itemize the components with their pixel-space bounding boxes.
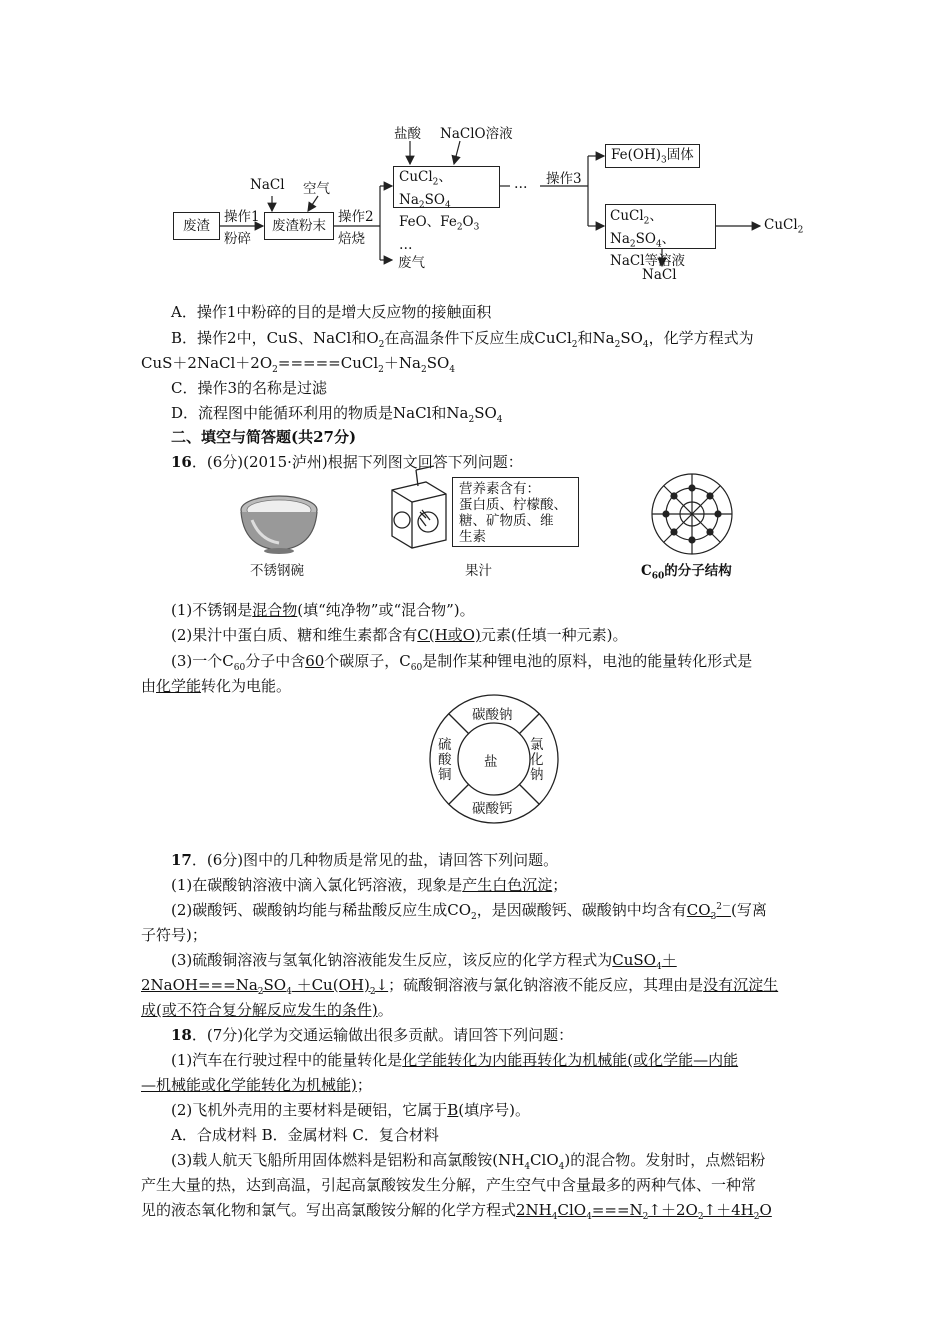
answer: 成(或不符合复分解反应发生的条件) (141, 1001, 378, 1019)
answer: 没有沉淀生 (703, 976, 779, 994)
c60-image (652, 474, 732, 554)
option-b-line-1: B．操作2中，CuS、NaCl和$O_2$在高温条件下反应生成CuCl$_2$和$Na_2SO_4$，化学方程式为 (171, 329, 754, 350)
q17-heading: 17．(6分)图中的几种物质是常见的盐，请回答下列问题。 (171, 851, 559, 869)
op2-label: 操作2 (338, 209, 374, 225)
powder-box: 废渣粉末 (264, 212, 334, 240)
q16-heading: 16．(6分)(2015·泸州)根据下列图文回答下列问题： (171, 453, 523, 471)
waste-gas-label: 废气 (398, 255, 425, 271)
nutrition-box (452, 477, 579, 547)
q18-part-1-cont: —机械能或化学能转化为机械能)； (141, 1076, 372, 1094)
hcl-label: 盐酸 (394, 126, 421, 142)
q17-part-2: (2)碳酸钙、碳酸钠均能与稀盐酸反应生成$CO_2$，是因碳酸钙、碳酸钠中均含有$CO_3^{2-}$(写离 (171, 901, 767, 922)
q17-part-3: (3)硫酸铜溶液与氢氧化钠溶液能发生反应，该反应的化学方程式为CuSO$_4$＋ (171, 951, 677, 972)
option-d: D．流程图中能循环利用的物质是NaCl和$Na_2SO_4$ (171, 404, 503, 425)
nutrition-line: 营养素含有： (459, 481, 540, 497)
q18-part-3-line-2: 产生大量的热，达到高温，引起高氯酸铵发生分解，产生空气中含量最多的两种气体、一种常 (141, 1176, 757, 1194)
answer: CuSO$_4$＋ (612, 951, 677, 972)
air-input-label: 空气 (303, 181, 330, 197)
nacl-input-label: NaCl (250, 177, 285, 193)
op1-label: 操作1 (224, 209, 260, 225)
wheel-left: 硫酸铜 (438, 737, 452, 783)
fe-solid-box: $Fe(OH)_3$固体 (605, 144, 700, 168)
nacl-output-label: NaCl (642, 267, 677, 283)
ellipsis-label: … (514, 176, 528, 192)
nutrition-line: 生素 (459, 529, 486, 545)
answer: 化学能 (156, 677, 202, 695)
q18-part-2: (2)飞机外壳用的主要材料是硬铝，它属于B(填序号)。 (171, 1101, 530, 1119)
answer: C(H或O) (417, 626, 481, 644)
op2-sub-label: 焙烧 (338, 231, 365, 247)
answer: 化学能转化为内能再转化为机械能(或化学能—内能 (402, 1051, 739, 1069)
answer: 60 (305, 652, 325, 670)
answer: $CO_3^{2-}$ (686, 901, 732, 922)
q17-part-1: (1)在碳酸钠溶液中滴入氯化钙溶液，现象是产生白色沉淀； (171, 876, 568, 894)
option-a: A．操作1中粉碎的目的是增大反应物的接触面积 (171, 303, 492, 321)
c60-caption: $C_{60}$的分子结构 (641, 563, 732, 582)
naclo-label: NaClO溶液 (440, 126, 513, 142)
q16-part-3-cont: 由化学能转化为电能。 (141, 677, 292, 695)
option-b-line-2: $CuS+2NaCl+2O_2=====CuCl_2+Na_2SO_4$ (141, 354, 455, 375)
bowl-caption: 不锈钢碗 (250, 563, 304, 579)
op3-label: 操作3 (546, 171, 582, 187)
q17-part-2-cont: 子符号)； (141, 926, 207, 944)
wheel-top: 碳酸钠 (472, 707, 513, 723)
q17-part-3-line-3: 成(或不符合复分解反应发生的条件)。 (141, 1001, 393, 1019)
waste-residue-box: 废渣 (173, 212, 220, 240)
solution-box (605, 204, 716, 270)
solution-line-1: CuCl$_2$、$Na_2SO_4$、 (610, 208, 676, 250)
q18-part-1: (1)汽车在行驶过程中的能量转化是化学能转化为内能再转化为机械能(或化学能—内能 (171, 1051, 739, 1069)
bowl-image (241, 496, 317, 554)
nutrition-line: 蛋白质、柠檬酸、 (459, 497, 567, 513)
q16-part-3: (3)一个$C_{60}$分子中含60个碳原子，$C_{60}$是制作某种锂电池的原料，电池的能量转化形式是 (171, 652, 753, 673)
wheel-right: 氯化钠 (530, 737, 544, 783)
mixture-line-2: FeO、$Fe_2O_3$ … (399, 214, 480, 254)
nutrition-line: 糖、矿物质、维 (459, 513, 554, 529)
answer: 产生白色沉淀 (462, 876, 553, 894)
juice-box-image (392, 466, 446, 548)
q16-part-2: (2)果汁中蛋白质、糖和维生素都含有C(H或O)元素(任填一种元素)。 (171, 626, 628, 644)
wheel-bottom: 碳酸钙 (472, 801, 513, 817)
solution-line-2: NaCl等溶液 (610, 253, 686, 270)
option-c: C．操作3的名称是过滤 (171, 379, 328, 397)
answer: 混合物 (252, 601, 298, 619)
answer: —机械能或化学能转化为机械能) (141, 1076, 357, 1094)
mixture-box (393, 166, 500, 254)
section-2-heading: 二、填空与简答题(共27分) (171, 428, 357, 446)
flowchart-arrows (0, 0, 950, 300)
juice-caption: 果汁 (465, 563, 492, 579)
q18-part-2-options: A．合成材料 B．金属材料 C．复合材料 (171, 1126, 439, 1144)
q17-part-3-line-2: $2NaOH===Na_2SO_4$ $+Cu(OH)_2↓$；硫酸铜溶液与氯化钠溶液不能反应，其理由是没有沉淀生 (141, 976, 779, 997)
mixture-line-1: CuCl$_2$、$Na_2SO_4$ (399, 169, 452, 211)
op1-sub-label: 粉碎 (224, 231, 251, 247)
answer: $2NaOH===Na_2SO_4$ $+Cu(OH)_2↓$ (141, 976, 389, 997)
q16-part-1: (1)不锈钢是混合物(填“纯净物”或“混合物”)。 (171, 601, 475, 619)
cucl2-output-label: CuCl$_2$ (764, 217, 804, 236)
q18-part-3-line-1: (3)载人航天飞船所用固体燃料是铝粉和高氯酸铵$(NH_4ClO_4)$的混合物。发射时，点燃铝粉 (171, 1151, 766, 1172)
answer: B (447, 1101, 459, 1119)
q18-part-3-line-3: 见的液态氧化物和氯气。写出高氯酸铵分解的化学方程式$2NH_4ClO_4===N_2↑+2O_2↑+4H_2O$ (141, 1201, 772, 1222)
wheel-center: 盐 (484, 754, 498, 770)
q18-heading: 18．(7分)化学为交通运输做出很多贡献。请回答下列问题： (171, 1026, 574, 1044)
answer: $2NH_4ClO_4===N_2↑+2O_2↑+4H_2O$ (516, 1201, 772, 1222)
